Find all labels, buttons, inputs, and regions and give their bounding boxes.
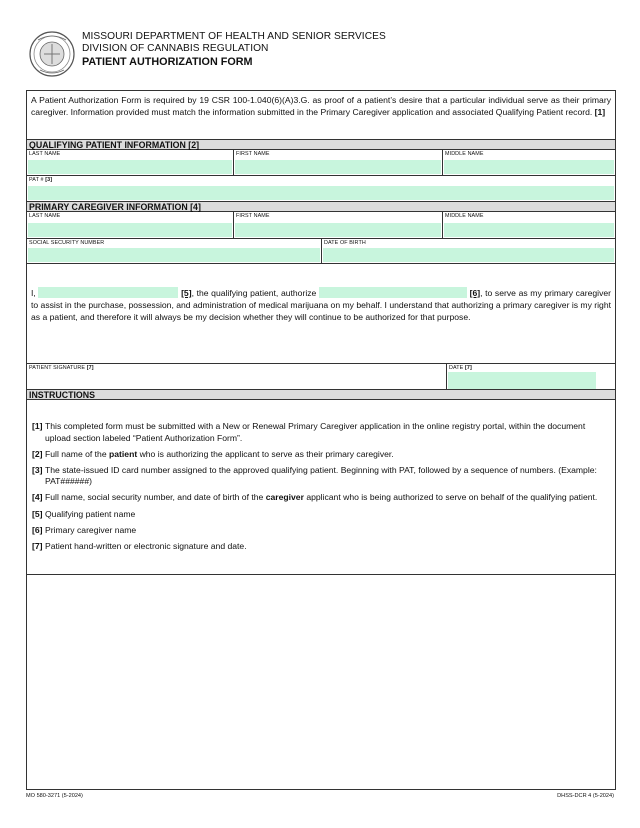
instruction-item: [7] Patient hand-written or electronic signature and date. [32, 540, 247, 551]
caregiver-name-input[interactable] [319, 287, 467, 298]
caregiver-ssn-row [27, 239, 615, 264]
patient-first-name-cell [233, 150, 442, 175]
ssn-label: SOCIAL SECURITY NUMBER [29, 240, 105, 246]
patient-middle-name-label: MIDDLE NAME [445, 151, 484, 157]
instruction-item: [4] Full name, social security number, and date of birth of the caregiver applicant who is being authorized to serve on behalf of the qualifying patient. [32, 492, 598, 503]
patient-first-name-label: FIRST NAME [236, 151, 270, 157]
auth-rest: , to serve as my primary caregiver to assist in the purchase, possession, and administration of medical marijuana on my behalf. I understand that authorizing a primary caregiver is my right as a patient, and therefore it will always be my decision whether they will continue to be authorized for that purpose. [31, 288, 612, 322]
caregiver-last-name-cell [27, 212, 233, 238]
instruction-item: [2] Full name of the patient who is authorizing the applicant to serve as their primary caregiver. [32, 448, 394, 459]
date-cell [446, 364, 615, 390]
caregiver-ssn-cell [27, 239, 321, 263]
dob-label: DATE OF BIRTH [324, 240, 366, 246]
caregiver-first-name-cell [233, 212, 442, 238]
caregiver-dob-cell [321, 239, 615, 263]
patient-first-name-input[interactable] [235, 160, 441, 174]
signature-date-input[interactable] [448, 372, 596, 389]
ref-5: [5] [181, 288, 192, 298]
instruction-item: [6] Primary caregiver name [32, 524, 137, 535]
dob-input[interactable] [323, 248, 614, 262]
patient-last-name-label: LAST NAME [29, 151, 61, 157]
authorization-statement [31, 287, 611, 323]
date-label: DATE [7] [449, 365, 472, 371]
patient-last-name-input[interactable] [28, 160, 232, 174]
pat-number-label: PAT # [3] [29, 177, 53, 183]
patient-middle-name-cell [442, 150, 615, 175]
patient-section-header: QUALIFYING PATIENT INFORMATION [2] [27, 139, 615, 150]
intro-text: A Patient Authorization Form is required by 19 CSR 100-1.040(6)(A)3.G. as proof of a patient’s desire that a particular individual serve as their primary caregiver. Information provided must match the information submitted in the Primary Caregiver application and associated Qualifying Patient record. [31, 95, 611, 117]
instructions-header: INSTRUCTIONS [27, 389, 615, 400]
caregiver-name-row [27, 212, 615, 239]
signature-label: PATIENT SIGNATURE [7] [29, 365, 94, 371]
instructions-list [32, 421, 610, 557]
caregiver-middle-name-cell [442, 212, 615, 238]
missouri-seal-icon [28, 28, 76, 80]
ref-6: [6] [469, 288, 481, 298]
patient-name-row [27, 150, 615, 176]
form-body [26, 90, 616, 790]
footer-form-code: DHSS-DCR 4 (5-2024) [557, 793, 614, 799]
form-header [26, 28, 616, 84]
caregiver-first-name-label: FIRST NAME [236, 213, 270, 219]
division-name: DIVISION OF CANNABIS REGULATION [82, 43, 269, 54]
caregiver-last-name-label: LAST NAME [29, 213, 61, 219]
intro-ref: [1] [594, 106, 606, 117]
intro-paragraph [31, 95, 611, 118]
footer-form-number: MO 580-3271 (5-2024) [26, 793, 83, 799]
caregiver-first-name-input[interactable] [235, 223, 441, 237]
instruction-item: [1] This completed form must be submitted with a New or Renewal Primary Caregiver application in the online registry portal, within the document upload section labeled “Patient Authorization Form”. [32, 421, 586, 443]
ssn-input[interactable] [28, 248, 320, 262]
instruction-item: [3] The state-issued ID card number assigned to the approved qualifying patient. Beginning with PAT, followed by a sequence of numbers. (Example: PAT######) [32, 464, 597, 487]
auth-prefix: I, [31, 288, 36, 298]
caregiver-middle-name-label: MIDDLE NAME [445, 213, 484, 219]
patient-pat-row [27, 176, 615, 201]
patient-pat-cell [27, 176, 615, 201]
auth-middle: , the qualifying patient, authorize [191, 288, 317, 298]
patient-middle-name-input[interactable] [444, 160, 614, 174]
department-name: MISSOURI DEPARTMENT OF HEALTH AND SENIOR SERVICES [82, 31, 386, 42]
patient-name-input[interactable] [38, 287, 178, 298]
form-title: PATIENT AUTHORIZATION FORM [82, 56, 253, 68]
caregiver-last-name-input[interactable] [28, 223, 232, 237]
instruction-item: [5] Qualifying patient name [32, 508, 136, 519]
caregiver-middle-name-input[interactable] [444, 223, 614, 237]
instructions-divider [27, 574, 615, 575]
pat-number-input[interactable] [28, 186, 614, 200]
patient-last-name-cell [27, 150, 233, 175]
signature-area[interactable] [27, 364, 446, 391]
caregiver-section-header: PRIMARY CAREGIVER INFORMATION [4] [27, 201, 615, 212]
